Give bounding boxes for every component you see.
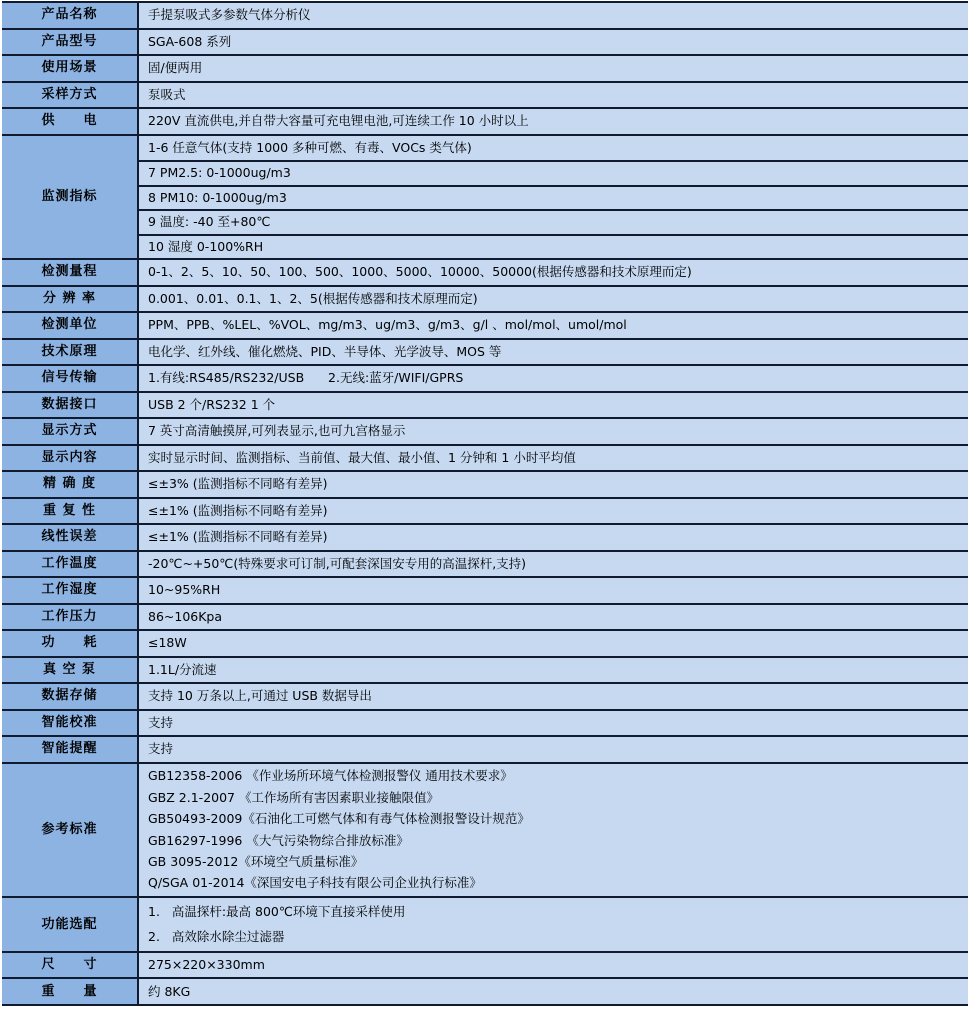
spec-value: 约 8KG	[148, 983, 191, 999]
spec-value-column	[139, 764, 968, 896]
spec-value: PPM、PPB、%LEL、%VOL、mg/m3、ug/m3、g/m3、g/l 、mol/mol、umol/mol	[148, 317, 627, 333]
spec-label: 显示内容	[2, 446, 139, 471]
table-row	[2, 446, 968, 473]
spec-value: GB12358-2006 《作业场所环境气体检测报警仪 通用技术要求》	[148, 768, 513, 784]
spec-value-column	[139, 313, 968, 338]
table-row	[2, 684, 968, 711]
spec-value-column	[139, 419, 968, 444]
spec-value: 手提泵吸式多参数气体分析仪	[148, 7, 311, 23]
table-row	[2, 136, 968, 261]
spec-label: 显示方式	[2, 419, 139, 444]
spec-value: 0.001、0.01、0.1、1、2、5(根据传感器和技术原理而定)	[148, 290, 478, 306]
spec-value: 2. 高效除水除尘过滤器	[148, 929, 285, 945]
spec-value-column	[139, 136, 968, 259]
spec-value: ≤±1% (监测指标不同略有差异)	[148, 502, 328, 518]
spec-value: -20℃~+50℃(特殊要求可订制,可配套深国安专用的高温探杆,支持)	[148, 555, 527, 571]
table-row	[2, 578, 968, 605]
table-row	[2, 419, 968, 446]
spec-table	[2, 1, 968, 1006]
spec-value-column	[139, 631, 968, 656]
table-row	[2, 56, 968, 83]
spec-value-column	[139, 578, 968, 603]
spec-label: 智能提醒	[2, 737, 139, 762]
spec-value: 1-6 任意气体(支持 1000 多种可燃、有毒、VOCs 类气体)	[148, 139, 472, 155]
spec-value-column	[139, 472, 968, 497]
spec-value-column	[139, 56, 968, 81]
spec-label: 重 复 性	[2, 499, 139, 524]
spec-value-column	[139, 658, 968, 683]
spec-value: ≤18W	[148, 635, 187, 651]
spec-value-column	[139, 260, 968, 285]
spec-value: 支持	[148, 714, 174, 730]
spec-value: GBZ 2.1-2007 《工作场所有害因素职业接触限值》	[148, 789, 439, 805]
spec-value: 固/便两用	[148, 60, 203, 76]
spec-label: 供 电	[2, 109, 139, 134]
spec-value: Q/SGA 01-2014《深国安电子科技有限公司企业执行标准》	[148, 875, 482, 891]
spec-value: 实时显示时间、监测指标、当前值、最大值、最小值、1 分钟和 1 小时平均值	[148, 449, 576, 465]
table-row	[2, 393, 968, 420]
spec-label: 检测单位	[2, 313, 139, 338]
table-row	[2, 711, 968, 738]
spec-label: 分 辨 率	[2, 287, 139, 312]
table-row	[2, 953, 968, 980]
spec-value: 泵吸式	[148, 86, 186, 102]
spec-value-column	[139, 525, 968, 550]
spec-label: 使用场景	[2, 56, 139, 81]
table-row	[2, 764, 968, 898]
table-row	[2, 499, 968, 526]
spec-label: 产品名称	[2, 3, 139, 28]
spec-value-column	[139, 737, 968, 762]
spec-label: 功能选配	[2, 898, 139, 951]
spec-value-column	[139, 109, 968, 134]
table-row	[2, 109, 968, 136]
spec-value-column	[139, 499, 968, 524]
spec-value-column	[139, 393, 968, 418]
table-row	[2, 260, 968, 287]
spec-value: 10~95%RH	[148, 582, 221, 598]
spec-value: 86~106Kpa	[148, 608, 223, 624]
spec-value: 8 PM10: 0-1000ug/m3	[139, 185, 968, 210]
table-row	[2, 525, 968, 552]
spec-value-column	[139, 287, 968, 312]
spec-value-column	[139, 605, 968, 630]
table-row	[2, 552, 968, 579]
spec-value: 1.1L/分流速	[148, 661, 217, 677]
spec-value: USB 2 个/RS232 1 个	[148, 396, 276, 412]
spec-label: 检测量程	[2, 260, 139, 285]
table-row	[2, 605, 968, 632]
spec-label: 工作湿度	[2, 578, 139, 603]
spec-label: 精 确 度	[2, 472, 139, 497]
spec-value: 7 PM2.5: 0-1000ug/m3	[139, 160, 968, 185]
table-row	[2, 83, 968, 110]
table-row	[2, 3, 968, 30]
spec-label: 重 量	[2, 979, 139, 1004]
spec-value-column	[139, 552, 968, 577]
spec-value-column	[139, 446, 968, 471]
spec-value: 220V 直流供电,并自带大容量可充电锂电池,可连续工作 10 小时以上	[148, 113, 529, 129]
spec-label: 参考标准	[2, 764, 139, 896]
spec-label: 数据存储	[2, 684, 139, 709]
spec-label: 产品型号	[2, 30, 139, 55]
spec-label: 工作温度	[2, 552, 139, 577]
spec-value: 支持	[148, 741, 174, 757]
table-row	[2, 30, 968, 57]
table-row	[2, 658, 968, 685]
spec-value: 1.有线:RS485/RS232/USB 2.无线:蓝牙/WIFI/GPRS	[148, 370, 464, 386]
spec-value: GB16297-1996 《大气污染物综合排放标准》	[148, 832, 409, 848]
spec-value: 0-1、2、5、10、50、100、500、1000、5000、10000、50000(根据传感器和技术原理而定)	[148, 264, 692, 280]
spec-value-column	[139, 30, 968, 55]
spec-value: 电化学、红外线、催化燃烧、PID、半导体、光学波导、MOS 等	[148, 343, 502, 359]
table-row	[2, 366, 968, 393]
spec-value: SGA-608 系列	[148, 33, 232, 49]
spec-value: ≤±3% (监测指标不同略有差异)	[148, 476, 328, 492]
spec-value: 1. 高温探杆:最高 800℃环境下直接采样使用	[148, 903, 406, 919]
table-row	[2, 472, 968, 499]
spec-value-column	[139, 340, 968, 365]
spec-value-column	[139, 898, 968, 951]
spec-label: 真 空 泵	[2, 658, 139, 683]
table-row	[2, 340, 968, 367]
table-row	[2, 313, 968, 340]
spec-value: 275×220×330mm	[148, 957, 265, 973]
spec-label: 信号传输	[2, 366, 139, 391]
table-row	[2, 737, 968, 764]
spec-value-column	[139, 979, 968, 1004]
table-row	[2, 979, 968, 1006]
table-row	[2, 287, 968, 314]
spec-value-column	[139, 684, 968, 709]
spec-label: 工作压力	[2, 605, 139, 630]
spec-value: 10 湿度 0-100%RH	[139, 234, 968, 259]
spec-label: 数据接口	[2, 393, 139, 418]
spec-value-column	[139, 711, 968, 736]
spec-label: 智能校准	[2, 711, 139, 736]
spec-value: 7 英寸高清触摸屏,可列表显示,也可九宫格显示	[148, 423, 406, 439]
spec-label: 技术原理	[2, 340, 139, 365]
spec-value-column	[139, 366, 968, 391]
spec-value-column	[139, 3, 968, 28]
spec-value-column	[139, 83, 968, 108]
spec-value: ≤±1% (监测指标不同略有差异)	[148, 529, 328, 545]
spec-value-column	[139, 953, 968, 978]
spec-label: 线性误差	[2, 525, 139, 550]
spec-label: 监测指标	[2, 136, 139, 259]
spec-label: 尺 寸	[2, 953, 139, 978]
spec-value: 9 温度: -40 至+80℃	[139, 209, 968, 234]
table-row	[2, 898, 968, 953]
spec-value: GB 3095-2012《环境空气质量标准》	[148, 853, 364, 869]
spec-value: 支持 10 万条以上,可通过 USB 数据导出	[148, 688, 372, 704]
table-row	[2, 631, 968, 658]
spec-label: 采样方式	[2, 83, 139, 108]
spec-label: 功 耗	[2, 631, 139, 656]
spec-value: GB50493-2009《石油化工可燃气体和有毒气体检测报警设计规范》	[148, 811, 530, 827]
